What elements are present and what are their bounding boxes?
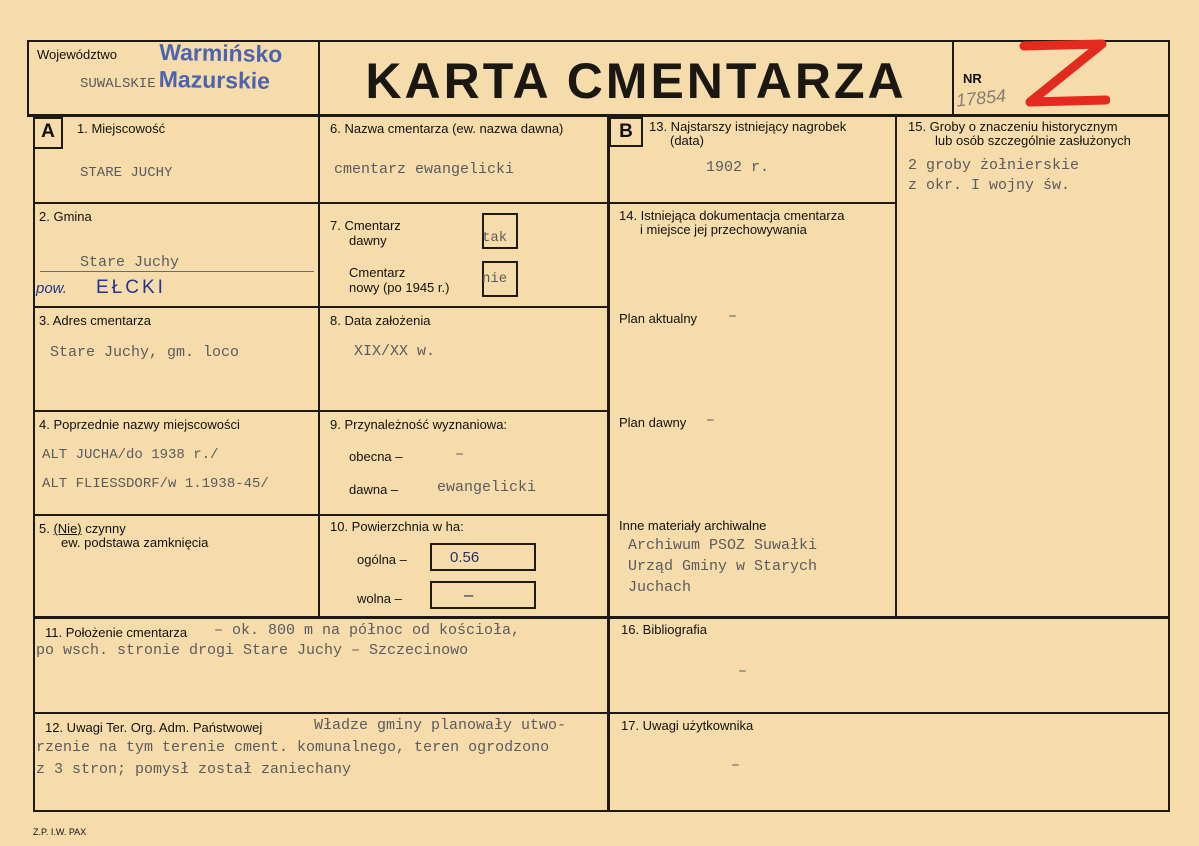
field15-line2: z okr. I wojny św. xyxy=(908,177,1071,194)
field4-line2: ALT FLIESSDORF/w 1.1938-45/ xyxy=(42,476,269,492)
field2-value: Stare Juchy xyxy=(80,254,180,271)
stamp-line1: Warmińsko xyxy=(159,38,283,68)
inne-materialy-label: Inne materiały archiwalne xyxy=(619,518,767,533)
plan-dawny-value: – xyxy=(706,412,716,429)
section-b-marker: B xyxy=(609,117,643,147)
field2-underline xyxy=(40,271,314,272)
rule-col2 xyxy=(607,114,610,812)
field2-label: 2. Gmina xyxy=(39,209,92,224)
field13-value: 1902 r. xyxy=(706,159,770,176)
field9-obecna-label: obecna – xyxy=(349,449,403,464)
field5-label2: ew. podstawa zamknięcia xyxy=(61,535,209,550)
rule-row2 xyxy=(33,306,608,308)
field10-wolna-label: wolna – xyxy=(357,591,402,606)
field11-line2: po wsch. stronie drogi Stare Juchy – Szczecinowo xyxy=(36,642,469,659)
field5-nie: (Nie) xyxy=(53,521,82,536)
region-stamp xyxy=(159,39,283,95)
nr-label: NR xyxy=(963,71,982,86)
field15-label1: 15. Groby o znaczeniu historycznym xyxy=(908,119,1118,134)
inne-line2: Urząd Gminy w Starych xyxy=(628,558,818,575)
rule-col3 xyxy=(895,114,897,618)
rule-row6 xyxy=(33,712,1170,714)
rule-left xyxy=(33,114,35,812)
field17-label: 17. Uwagi użytkownika xyxy=(621,718,754,733)
wojewodztwo-label: Województwo xyxy=(37,47,117,62)
field7-dawny-checkbox[interactable] xyxy=(482,213,518,249)
field10-ogolna-value: 0.56 xyxy=(450,549,480,566)
rule-row1 xyxy=(33,202,608,204)
field13-label1: 13. Najstarszy istniejący nagrobek xyxy=(649,119,847,134)
field3-value: Stare Juchy, gm. loco xyxy=(50,344,240,361)
field7-nowy-label1: Cmentarz xyxy=(349,265,406,280)
field10-ogolna-label: ogólna – xyxy=(357,552,407,567)
field8-value: XIX/XX w. xyxy=(354,343,436,360)
field7-nowy-value: nie xyxy=(482,271,508,287)
field7-dawny-label2: dawny xyxy=(349,233,387,248)
field12-line3: z 3 stron; pomysł został zaniechany xyxy=(36,761,352,778)
inne-line3: Juchach xyxy=(628,579,692,596)
field3-label: 3. Adres cmentarza xyxy=(39,313,151,328)
field9-dawna-label: dawna – xyxy=(349,482,399,497)
field9-dawna-value: ewangelicki xyxy=(437,479,537,496)
printer-mark: Z.P. I.W. PAX xyxy=(33,827,87,837)
field5-czynny: czynny xyxy=(81,521,126,536)
field7-dawny-label1: 7. Cmentarz xyxy=(330,218,401,233)
field9-obecna-value: – xyxy=(455,446,465,463)
field6-label: 6. Nazwa cmentarza (ew. nazwa dawna) xyxy=(330,121,564,136)
field14-label2: i miejsce jej przechowywania xyxy=(640,222,807,237)
plan-aktualny-label: Plan aktualny xyxy=(619,311,698,326)
rule-left-header xyxy=(27,40,29,116)
field4-line1: ALT JUCHA/do 1938 r./ xyxy=(42,447,219,463)
field6-value: cmentarz ewangelicki xyxy=(334,161,515,178)
field12-line2: rzenie na tym terenie cment. komunalnego, teren ogrodzono xyxy=(36,739,550,756)
rule-row4 xyxy=(33,514,608,516)
field5-label: 5. (Nie) czynny xyxy=(39,521,126,536)
field2-hand-county: EŁCKI xyxy=(96,277,166,298)
inne-line1: Archiwum PSOZ Suwałki xyxy=(628,537,818,554)
red-z-mark-icon xyxy=(1018,38,1110,112)
rule-bottom xyxy=(33,810,1170,812)
field13-label2: (data) xyxy=(670,133,704,148)
rule-row3 xyxy=(33,410,608,412)
field2-hand-pow: pow. xyxy=(36,280,67,297)
field12-line1: Władze gminy planowały utwo- xyxy=(314,717,567,734)
field8-label: 8. Data założenia xyxy=(330,313,431,328)
field4-label: 4. Poprzednie nazwy miejscowości xyxy=(39,417,240,432)
field15-line1: 2 groby żołnierskie xyxy=(908,157,1080,174)
field17-value: – xyxy=(731,757,741,774)
plan-aktualny-value: – xyxy=(728,308,738,325)
field15-label2: lub osób szczególnie zasłużonych xyxy=(935,133,1131,148)
field10-label: 10. Powierzchnia w ha: xyxy=(330,519,464,534)
nr-handwritten: 17854 xyxy=(955,85,1007,111)
plan-dawny-label: Plan dawny xyxy=(619,415,687,430)
section-a-marker: A xyxy=(33,117,63,149)
field10-wolna-value: – xyxy=(464,585,474,604)
rule-title-right xyxy=(952,40,954,116)
rule-col1 xyxy=(318,114,320,618)
field12-label: 12. Uwagi Ter. Org. Adm. Państwowej xyxy=(45,720,263,735)
field10-ogolna-input[interactable] xyxy=(430,543,536,571)
rule-right xyxy=(1168,40,1170,812)
field10-wolna-input[interactable] xyxy=(430,581,536,609)
field7-nowy-checkbox[interactable] xyxy=(482,261,518,297)
field14-label1: 14. Istniejąca dokumentacja cmentarza xyxy=(619,208,845,223)
wojewodztwo-typed: SUWALSKIE xyxy=(80,76,156,92)
field9-label: 9. Przynależność wyznaniowa: xyxy=(330,417,508,432)
rule-b1 xyxy=(610,202,896,204)
page-title: KARTA CMENTARZA xyxy=(365,53,907,109)
stamp-line2: Mazurskie xyxy=(158,65,271,94)
rule-row5 xyxy=(33,616,1170,619)
field11-line1: – ok. 800 m na północ od kościoła, xyxy=(214,622,521,639)
field16-label: 16. Bibliografia xyxy=(621,622,707,637)
field1-label: 1. Miejscowość xyxy=(77,121,166,136)
field7-nowy-label2: nowy (po 1945 r.) xyxy=(349,280,450,295)
field16-value: – xyxy=(738,663,748,680)
field11-label: 11. Położenie cmentarza xyxy=(45,625,188,640)
field7-dawny-value: tak xyxy=(482,230,508,246)
field1-value: STARE JUCHY xyxy=(80,165,173,181)
